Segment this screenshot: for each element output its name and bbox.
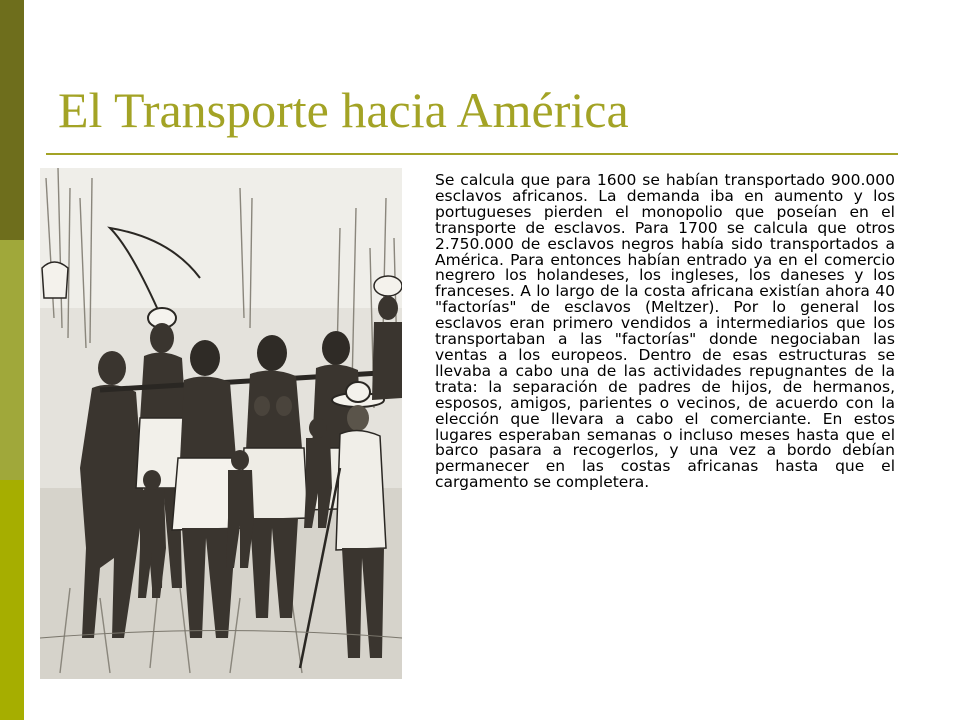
slave-caravan-illustration (40, 168, 402, 679)
title-underline (46, 153, 898, 155)
slide-body-text: Se calcula que para 1600 se habían transportado 900.000 esclavos africanos. La demanda iba en aumento y los portugueses pierden el monopolio que poseían en el transporte de esclavos. Para 1700 se calcula que otros 2.750.000 de esclavos negros había sido transportados a América. Para entonces habían entrado ya en el comercio negrero los holandeses, los ingleses, los daneses y los franceses. A lo largo de la costa africana existían ahora 40 "factorías" de esclavos (Meltzer). Por lo general los esclavos eran primero vendidos a intermediarios que los transportaban a las "factorías" donde negociaban las ventas a los europeos. Dentro de esas estructuras se llevaba a cabo una de las actividades repugnantes de la trata: la separación de padres de hijos, de hermanos, esposos, amigos, parientes o vecinos, de acuerdo con la elección que llevara a cabo el comerciante. En estos lugares esperaban semanas o incluso meses hasta que el barco pasara a recogerlos, y una vez a bordo debían permanecer en las costas africanas hasta que el cargamento se completera. (435, 171, 895, 492)
accent-bar-segment-bottom (0, 480, 24, 720)
left-accent-bar (0, 0, 24, 720)
slide-title: El Transporte hacia América (58, 82, 629, 138)
accent-bar-segment-top (0, 0, 24, 240)
accent-bar-segment-middle (0, 240, 24, 480)
